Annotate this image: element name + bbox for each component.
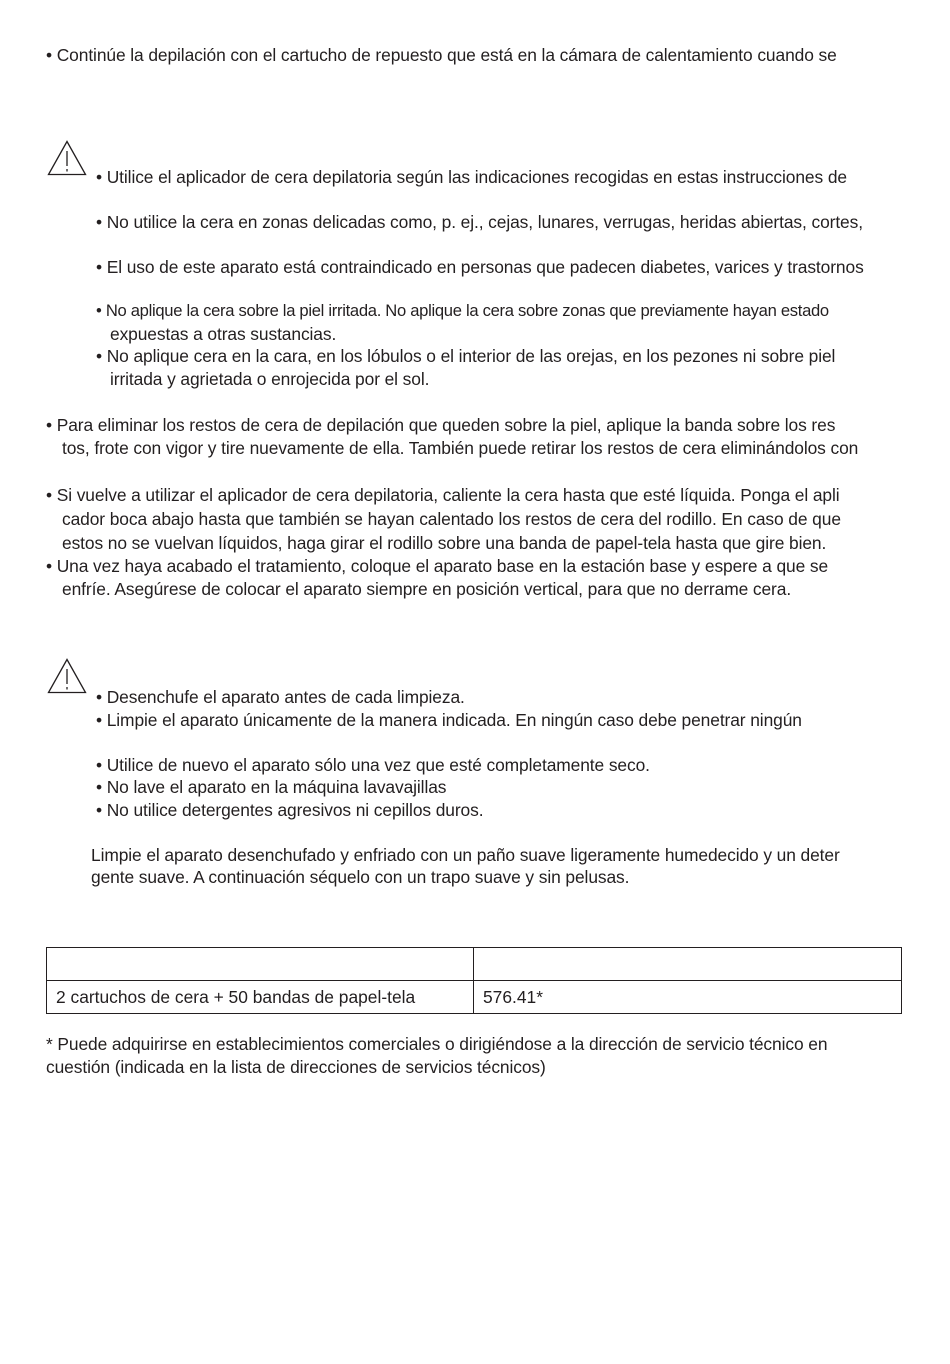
after-use-line: • Para eliminar los restos de cera de depilación que queden sobre la piel, aplique la banda sobre los res bbox=[46, 415, 836, 435]
warning-triangle-icon bbox=[47, 658, 87, 694]
after-use-line: tos, frote con vigor y tire nuevamente de ella. También puede retirar los restos de cera eliminándolos con bbox=[62, 438, 859, 458]
warning-2-line: • Limpie el aparato únicamente de la manera indicada. En ningún caso debe penetrar ningún bbox=[96, 710, 802, 730]
warning-triangle-icon bbox=[47, 140, 87, 176]
warning-2-line: • No lave el aparato en la máquina lavavajillas bbox=[96, 777, 447, 797]
footnote-line: * Puede adquirirse en establecimientos comerciales o dirigiéndose a la dirección de servicio técnico en bbox=[46, 1034, 828, 1054]
warning-1-line: • El uso de este aparato está contraindicado en personas que padecen diabetes, varices y trastornos bbox=[96, 257, 864, 277]
parts-table bbox=[46, 947, 902, 1014]
warning-2-line: • No utilice detergentes agresivos ni cepillos duros. bbox=[96, 800, 484, 820]
table-header-cell bbox=[474, 948, 902, 981]
warning-1-line: • No utilice la cera en zonas delicadas como, p. ej., cejas, lunares, verrugas, heridas abiertas, cortes, bbox=[96, 212, 863, 232]
warning-1-line: • No aplique cera en la cara, en los lóbulos o el interior de las orejas, en los pezones ni sobre piel bbox=[96, 346, 836, 366]
warning-1-line: expuestas a otras sustancias. bbox=[110, 324, 337, 344]
table-row bbox=[47, 981, 902, 1014]
table-cell-description: 2 cartuchos de cera + 50 bandas de papel-tela bbox=[47, 981, 474, 1014]
after-use-line: cador boca abajo hasta que también se hayan calentado los restos de cera del rodillo. En caso de que bbox=[62, 509, 841, 529]
after-use-line: estos no se vuelvan líquidos, haga girar el rodillo sobre una banda de papel-tela hasta que gire bien. bbox=[62, 533, 827, 553]
table-header-cell bbox=[47, 948, 474, 981]
warning-2-line: • Desenchufe el aparato antes de cada limpieza. bbox=[96, 687, 465, 707]
warning-1-line: irritada y agrietada o enrojecida por el sol. bbox=[110, 369, 430, 389]
cleaning-line: Limpie el aparato desenchufado y enfriado con un paño suave ligeramente humedecido y un deter bbox=[91, 845, 840, 865]
after-use-line: • Una vez haya acabado el tratamiento, coloque el aparato base en la estación base y espere a que se bbox=[46, 556, 829, 576]
footnote-line: cuestión (indicada en la lista de direcciones de servicios técnicos) bbox=[46, 1057, 546, 1077]
warning-2-line: • Utilice de nuevo el aparato sólo una vez que esté completamente seco. bbox=[96, 755, 650, 775]
warning-1-line: • Utilice el aplicador de cera depilatoria según las indicaciones recogidas en estas instrucciones de bbox=[96, 167, 847, 187]
table-header-row bbox=[47, 948, 902, 981]
after-use-line: • Si vuelve a utilizar el aplicador de cera depilatoria, caliente la cera hasta que esté líquida. Ponga el apli bbox=[46, 485, 840, 505]
table-cell-part-number: 576.41* bbox=[474, 981, 902, 1014]
warning-1-line: • No aplique la cera sobre la piel irritada. No aplique la cera sobre zonas que previamente hayan estado bbox=[96, 301, 829, 320]
intro-bullet: • Continúe la depilación con el cartucho de repuesto que está en la cámara de calentamiento cuando se bbox=[46, 45, 837, 65]
cleaning-line: gente suave. A continuación séquelo con un trapo suave y sin pelusas. bbox=[91, 867, 630, 887]
after-use-line: enfríe. Asegúrese de colocar el aparato siempre en posición vertical, para que no derrame cera. bbox=[62, 579, 792, 599]
